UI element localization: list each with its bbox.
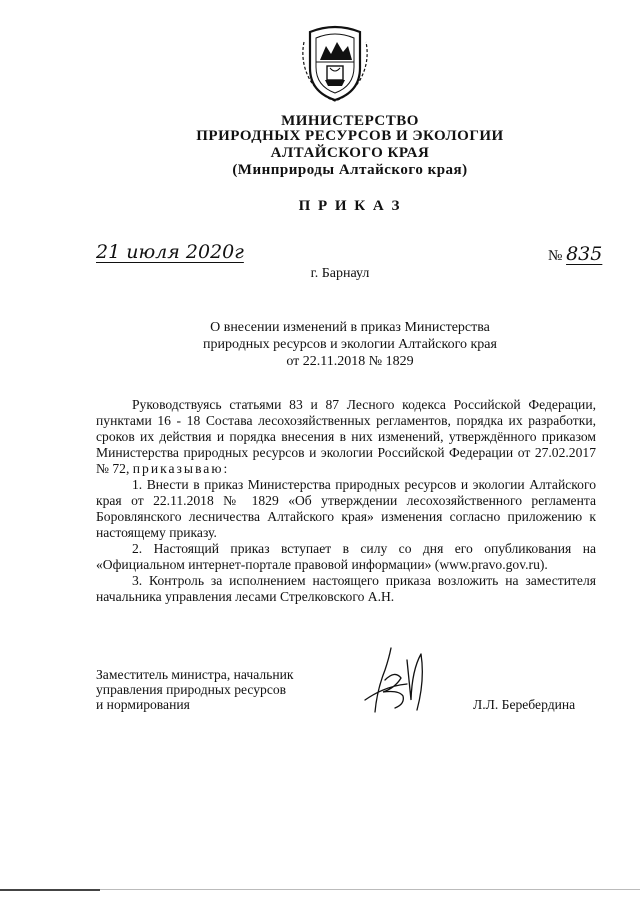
title-line3: от 22.11.2018 № 1829 [286, 354, 414, 369]
item-2: 2. Настоящий приказ вступает в силу со дня его опубликования на «Официальном интернет-портале правовой информации» (www.pravo.gov.ru). [96, 541, 596, 572]
handwritten-signature [355, 640, 435, 722]
prikazyvayu-word: приказываю: [132, 461, 230, 476]
ministry-name-line1: МИНИСТЕРСТВО [281, 113, 419, 129]
coat-of-arms-emblem [302, 22, 368, 102]
title-line2: природных ресурсов и экологии Алтайского края [203, 337, 497, 352]
bottom-scan-mark [0, 889, 100, 891]
number-prefix: № [548, 248, 563, 264]
position-line1: Заместитель министра, начальник [96, 667, 294, 682]
position-line2: управления природных ресурсов [96, 682, 287, 697]
preamble-text: Руководствуясь статьями 83 и 87 Лесного кодекса Российской Федерации, пунктами 16 - 18 Состава лесохозяйственных регламентов, порядка их разработки, сроков их действия и порядка внесения в них изменений, утверждённого приказом Министерства природных ресурсов и экологии Российской Федерации от 27.02.2017 № 72, [96, 397, 596, 476]
document-title [0, 319, 640, 370]
title-line1: О внесении изменений в приказ Министерства [210, 320, 490, 335]
document-type: П Р И К А З [298, 198, 402, 214]
document-body [96, 397, 596, 605]
item-1: 1. Внести в приказ Министерства природных ресурсов и экологии Алтайского края от 22.11.2018 № 1829 «Об утверждении лесохозяйственного регламента Боровлянского лесничества Алтайского края» изменения согласно приложению к настоящему приказу. [96, 477, 596, 540]
item-3: 3. Контроль за исполнением настоящего приказа возложить на заместителя начальника управления лесами Стрелковского А.Н. [96, 573, 596, 604]
ministry-name-line3: АЛТАЙСКОГО КРАЯ [270, 145, 430, 161]
document-number [548, 243, 602, 265]
number-value: 835 [566, 243, 603, 265]
ministry-short-name: (Минприроды Алтайского края) [232, 162, 468, 178]
preamble-paragraph [96, 397, 596, 477]
signatory-name: Л.Л. Беребердина [473, 697, 576, 712]
document-date: 21 июля 2020г [96, 241, 244, 263]
document-city: г. Барнаул [310, 266, 370, 281]
signatory-position [96, 667, 294, 712]
position-line3: и нормирования [96, 697, 190, 712]
ministry-name-line2: ПРИРОДНЫХ РЕСУРСОВ И ЭКОЛОГИИ [196, 128, 504, 144]
